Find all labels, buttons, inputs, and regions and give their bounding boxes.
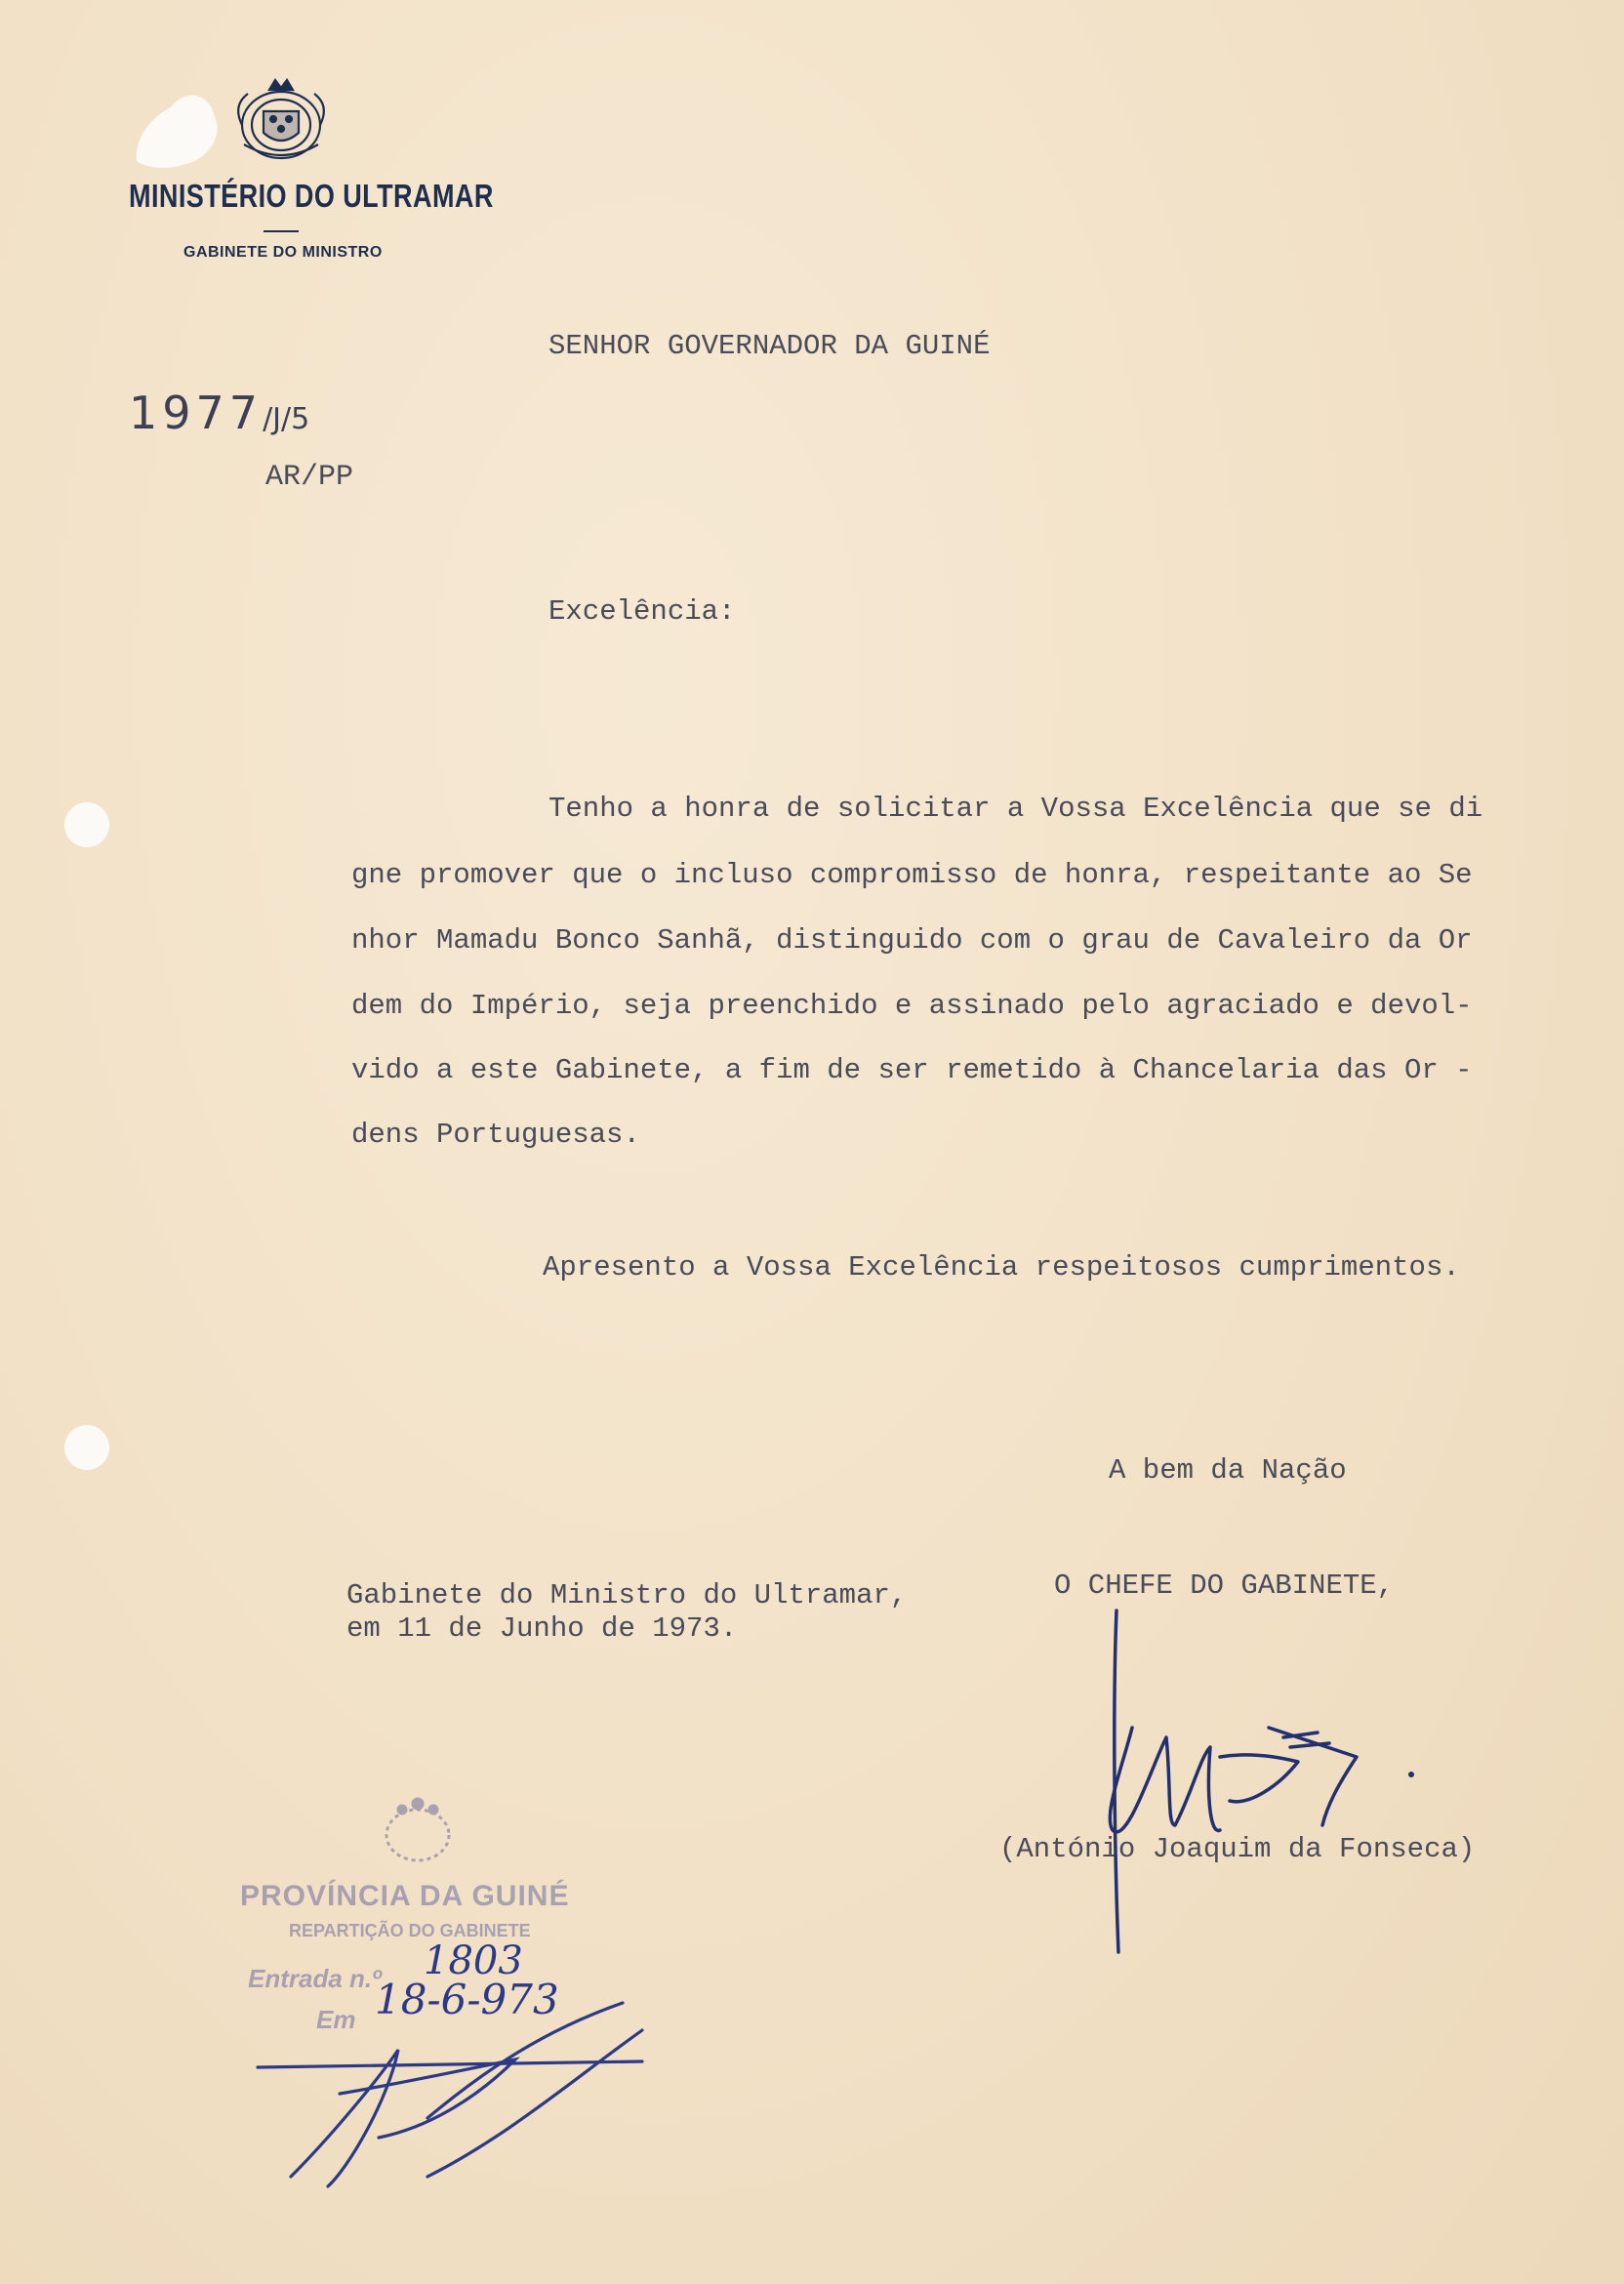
punch-hole-bottom — [64, 1425, 109, 1470]
coat-of-arms-emblem — [224, 76, 338, 168]
stamp-date: 18-6-973 — [375, 1976, 559, 2023]
punch-hole-top — [64, 802, 109, 847]
signatory-name: (António Joaquim da Fonseca) — [999, 1833, 1476, 1865]
addressee: SENHOR GOVERNADOR DA GUINÉ — [548, 330, 991, 362]
department-name: GABINETE DO MINISTRO — [183, 244, 383, 261]
motto: A bem da Nação — [1109, 1454, 1347, 1487]
stamp-entry-label: Entrada n.º — [248, 1964, 382, 1993]
body-line-4: dem do Império, seja preenchido e assinado pelo agraciado e devol- — [351, 990, 1473, 1022]
reference-number-suffix: /J/5 — [263, 402, 310, 436]
reference-initials: AR/PP — [265, 461, 354, 494]
stamp-entry-number: 1803 — [424, 1938, 523, 1983]
salutation: Excelência: — [548, 595, 736, 628]
stamp-office: REPARTIÇÃO DO GABINETE — [289, 1921, 531, 1940]
stamp-initials-scribble — [252, 1991, 662, 2206]
body-line-1: Tenho a honra de solicitar a Vossa Excelência que se di — [548, 793, 1483, 825]
body-line-3: nhor Mamadu Bonco Sanhã, distinguido com o grau de Cavaleiro da Or — [351, 924, 1473, 957]
reference-number — [129, 387, 309, 439]
ministry-name: MINISTÉRIO DO ULTRAMAR — [129, 178, 494, 214]
reference-number-main: 1977 — [129, 387, 264, 439]
place-line: Gabinete do Ministro do Ultramar, — [346, 1579, 908, 1611]
letterhead-rule — [264, 230, 299, 232]
closing-line: Apresento a Vossa Excelência respeitosos cumprimentos. — [543, 1251, 1460, 1284]
handwritten-signature — [1074, 1562, 1425, 1972]
stamp-emblem — [369, 1792, 467, 1870]
date-line: em 11 de Junho de 1973. — [346, 1612, 738, 1645]
signatory-title: O CHEFE DO GABINETE, — [1054, 1570, 1395, 1602]
body-line-5: vido a este Gabinete, a fim de ser remetido à Chancelaria das Or - — [351, 1054, 1473, 1086]
body-line-2: gne promover que o incluso compromisso de honra, respeitante ao Se — [351, 859, 1473, 891]
torn-corner — [127, 78, 224, 171]
body-line-6: dens Portuguesas. — [351, 1119, 640, 1151]
stamp-province: PROVÍNCIA DA GUINÉ — [240, 1880, 570, 1912]
stamp-date-label: Em — [316, 2005, 356, 2034]
